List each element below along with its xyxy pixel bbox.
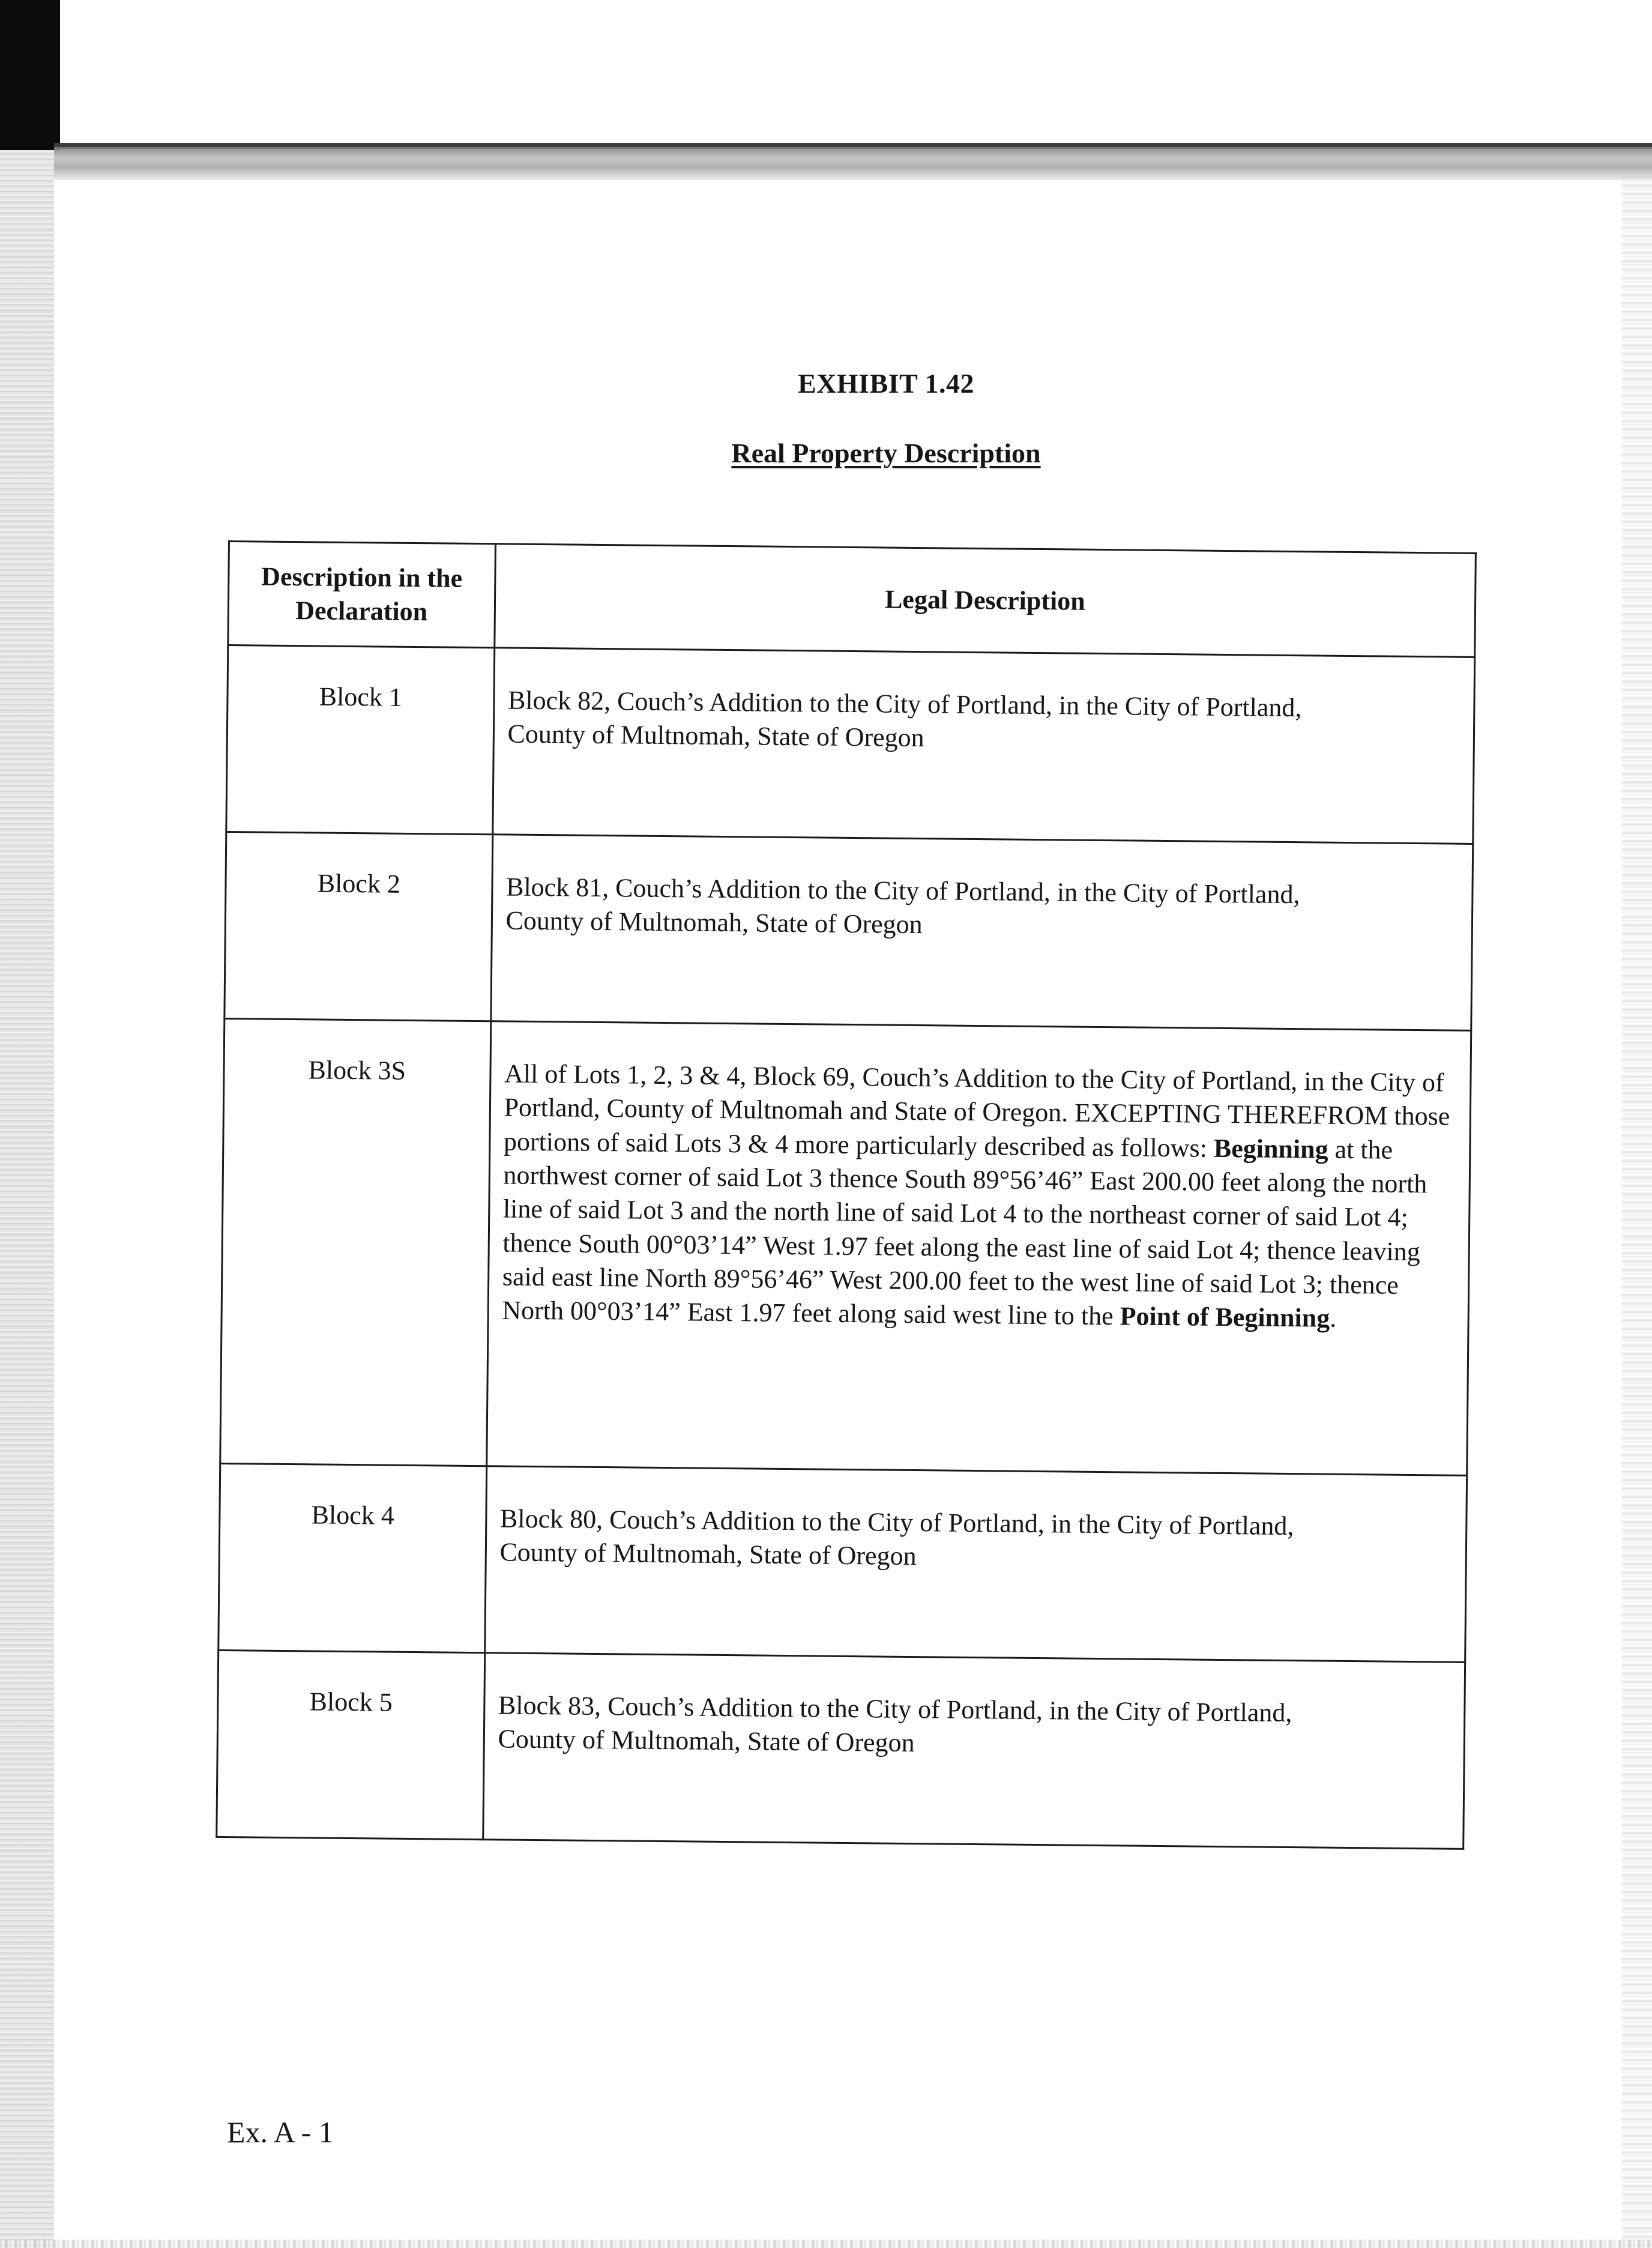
table-row: [219, 1463, 1467, 1662]
legal-description-cell: [492, 648, 1474, 844]
scan-edge-dark: [0, 0, 60, 150]
description-line: County of Multnomah, State of Oregon: [499, 1537, 917, 1571]
table-row: [220, 1018, 1471, 1475]
header-left-line1: Description in the: [261, 561, 463, 593]
legal-description-cell: [490, 835, 1473, 1031]
page-footer: Ex. A - 1: [227, 2115, 334, 2149]
table-row: [226, 645, 1475, 844]
legal-description-cell: [486, 1021, 1471, 1476]
description-line: Block 82, Couch’s Addition to the City of Portland, in the City of Portland,: [507, 685, 1302, 723]
scan-edge-right: [1622, 180, 1652, 2248]
header-legal-description: Legal Description: [494, 544, 1476, 657]
exhibit-subtitle: Real Property Description: [731, 438, 1041, 468]
table-row: [217, 1650, 1465, 1849]
description-text: .: [1330, 1303, 1337, 1333]
description-line: Block 83, Couch’s Addition to the City of Portland, in the City of Portland,: [498, 1690, 1292, 1728]
block-cell: Block 1: [226, 645, 495, 835]
description-line: County of Multnomah, State of Oregon: [507, 719, 924, 753]
description-bold-beginning: Beginning: [1213, 1133, 1328, 1164]
property-table: [216, 540, 1477, 1850]
description-text: All of Lots 1, 2, 3 & 4, Block 69, Couch’s Addition to the City of Portland, in the City of Portland, County of Multnomah and State of Oregon. EXCEPTING THEREFROM those portions of said Lots 3 & 4 more particularly described as follows:: [503, 1059, 1450, 1163]
header-description-in-declaration: [228, 542, 495, 648]
table-header-row: [228, 542, 1476, 657]
block-cell: Block 4: [219, 1463, 487, 1652]
description-line: County of Multnomah, State of Oregon: [505, 905, 923, 940]
legal-description-cell: [483, 1653, 1465, 1849]
description-line: Block 81, Couch’s Addition to the City of Portland, in the City of Portland,: [505, 872, 1300, 910]
scan-band-top: [54, 147, 1652, 180]
description-bold-point-of-beginning: Point of Beginning: [1120, 1301, 1330, 1333]
header-left-line2: Declaration: [295, 596, 428, 627]
description-line: Block 80, Couch’s Addition to the City of Portland, in the City of Portland,: [499, 1503, 1294, 1541]
legal-description-cell: [484, 1466, 1467, 1663]
exhibit-title: EXHIBIT 1.42: [797, 368, 975, 399]
description-text: at the northwest corner of said Lot 3 thence South 89°56’46” East 200.00 feet along the north line of said Lot 3 and the north line of said Lot 4 to the northeast corner of said Lot 4; thence South 00°03’14” West 1.97 feet along the east line of said Lot 4; thence leaving said east line North 89°56’46” West 200.00 feet to the west line of said Lot 3; thence North 00°03’14” East 1.97 feet along said west line to the: [502, 1134, 1427, 1331]
block-cell: Block 2: [225, 832, 493, 1021]
description-line: County of Multnomah, State of Oregon: [498, 1724, 915, 1758]
block-cell: Block 5: [217, 1650, 485, 1839]
block-cell: Block 3S: [220, 1018, 491, 1466]
table-row: [225, 832, 1473, 1030]
scan-edge-bottom: [0, 2240, 1652, 2248]
